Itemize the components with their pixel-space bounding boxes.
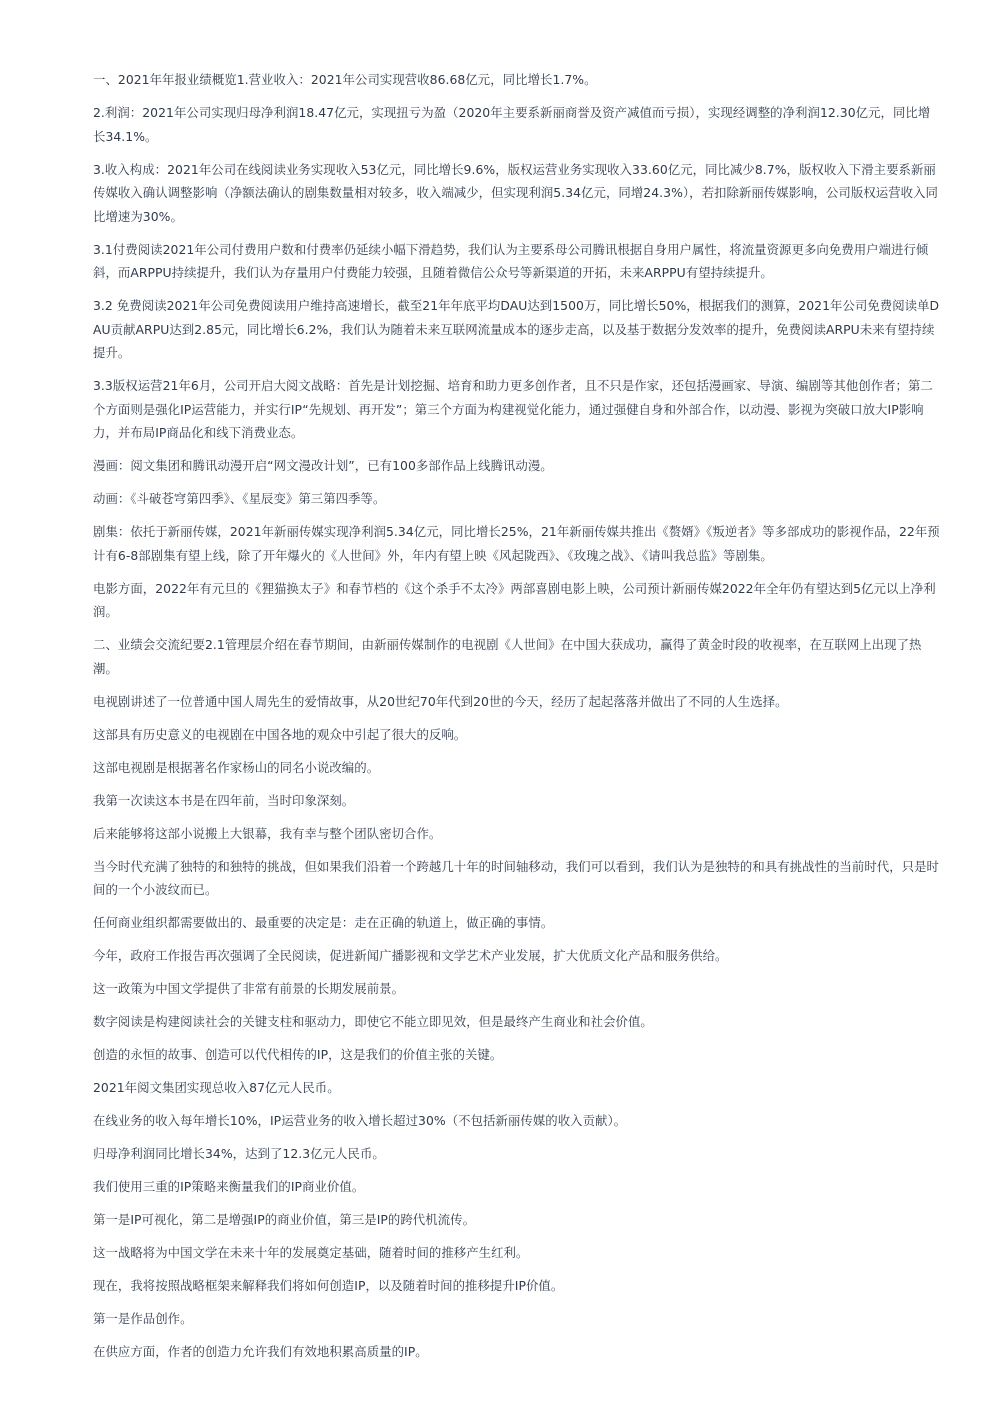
paragraph-digital-reading: 数字阅读是构建阅读社会的关键支柱和驱动力，即使它不能立即见效，但是最终产生商业和社会价值。	[93, 1014, 653, 1029]
paragraph-audience-response: 这部具有历史意义的电视剧在中国各地的观众中引起了很大的反响。	[93, 726, 467, 742]
paragraph-era-challenges: 当今时代充满了独特的和独特的挑战，但如果我们沿着一个跨越几十年的时间轴移动，我们可以看到，我们认为是独特的和具有挑战性的当前时代，只是时间的一个小波纹而已。	[93, 858, 939, 897]
paragraph-novel-adaptation: 这部电视剧是根据著名作家杨山的同名小说改编的。	[93, 759, 380, 775]
paragraph-ip-strategy: 我们使用三重的IP策略来衡量我们的IP商业价值。	[93, 1179, 365, 1194]
paragraph-free-reading: 3.2 免费阅读2021年公司免费阅读用户维持高速增长，截至21年年底平均DAU达到1500万，同比增长50%，根据我们的测算，2021年公司免费阅读单DAU贡献ARPU达到2.85元，同比增长6.2%，我们认为随着未来互联网流量成本的逐步走高，以及基于数据分发效率的提升，免费阅读ARPU未来有望持续提升。	[93, 298, 940, 360]
paragraph-net-profit: 归母净利润同比增长34%，达到了12.3亿元人民币。	[93, 1146, 385, 1161]
paragraph-framework: 现在，我将按照战略框架来解释我们将如何创造IP，以及随着时间的推移提升IP价值。	[93, 1278, 564, 1293]
paragraph-drama: 剧集：依托于新丽传媒，2021年新丽传媒实现净利润5.34亿元，同比增长25%，21年新丽传媒共推出《赘婿》《叛逆者》等多部成功的影视作品，22年预计有6-8部剧集有望上线，除了开年爆火的《人世间》外，年内有望上映《风起陇西》、《玫瑰之战》、《请叫我总监》等剧集。	[93, 524, 940, 563]
paragraph-meeting-notes: 二、业绩会交流纪要2.1管理层介绍在春节期间，由新丽传媒制作的电视剧《人世间》在中国大获成功，赢得了黄金时段的收视率，在互联网上出现了热潮。	[93, 637, 922, 676]
paragraph-first-read: 我第一次读这本书是在四年前，当时印象深刻。	[93, 792, 355, 808]
paragraph-film: 电影方面，2022年有元旦的《狸猫换太子》和春节档的《这个杀手不太冷》两部喜剧电影上映，公司预计新丽传媒2022年全年仍有望达到5亿元以上净利润。	[93, 580, 936, 619]
paragraph-business-growth: 在线业务的收入每年增长10%，IP运营业务的收入增长超过30%（不包括新丽传媒的收入贡献）。	[93, 1113, 627, 1128]
paragraph-government-report: 今年，政府工作报告再次强调了全民阅读，促进新闻广播影视和文学艺术产业发展，扩大优质文化产品和服务供给。	[93, 948, 728, 963]
paragraph-total-revenue: 2021年阅文集团实现总收入87亿元人民币。	[93, 1080, 340, 1095]
paragraph-policy-outlook: 这一政策为中国文学提供了非常有前景的长期发展前景。	[93, 981, 405, 996]
paragraph-annual-revenue: 一、2021年年报业绩概览1.营业收入：2021年公司实现营收86.68亿元，同比增长1.7%。	[93, 72, 597, 87]
paragraph-revenue-structure: 3.收入构成：2021年公司在线阅读业务实现收入53亿元，同比增长9.6%，版权运营业务实现收入33.60亿元，同比减少8.7%，版权收入下滑主要系新丽传媒收入确认调整影响（净额法确认的剧集数量相对较多，收入端减少，但实现利润5.34亿元，同增24.3%），若扣除新丽传媒影响，公司版权运营收入同比增速为30%。	[93, 161, 938, 224]
paragraph-ip-operation: 3.3版权运营21年6月，公司开启大阅文战略：首先是计划挖掘、培育和助力更多创作者，且不只是作家，还包括漫画家、导演、编剧等其他创作者；第二个方面则是强化IP运营能力，并实行IP“先规划、再开发”；第三个方面为构建视觉化能力，通过强健自身和外部合作，以动漫、影视为突破口放大IP影响力，并布局IP商品化和线下消费业态。	[93, 378, 933, 440]
paragraph-paid-reading: 3.1付费阅读2021年公司付费用户数和付费率仍延续小幅下滑趋势，我们认为主要系母公司腾讯根据自身用户属性，将流量资源更多向免费用户端进行倾斜，而ARPPU持续提升，我们认为存量用户付费能力较强，且随着微信公众号等新渠道的开拓，未来ARPPU有望持续提升。	[93, 241, 929, 280]
paragraph-content-creation: 第一是作品创作。	[93, 1311, 193, 1326]
paragraph-strategy-foundation: 这一战略将为中国文学在未来十年的发展奠定基础，随着时间的推移产生红利。	[93, 1245, 529, 1260]
paragraph-supply-side: 在供应方面，作者的创造力允许我们有效地积累高质量的IP。	[93, 1344, 428, 1359]
paragraph-animation: 动画：《斗破苍穹第四季》、《星辰变》第三第四季等。	[93, 491, 386, 506]
paragraph-comics: 漫画：阅文集团和腾讯动漫开启“网文漫改计划”，已有100多部作品上线腾讯动漫。	[93, 458, 553, 473]
paragraph-value-proposition: 创造的永恒的故事、创造可以代代相传的IP，这是我们的价值主张的关键。	[93, 1047, 503, 1062]
paragraph-drama-story: 电视剧讲述了一位普通中国人周先生的爱情故事，从20世纪70年代到20世的今天，经历了起起落落并做出了不同的人生选择。	[93, 693, 788, 709]
paragraph-team-cooperation: 后来能够将这部小说搬上大银幕，我有幸与整个团队密切合作。	[93, 825, 442, 841]
paragraph-profit: 2.利润：2021年公司实现归母净利润18.47亿元，实现扭亏为盈（2020年主要系新丽商誉及资产减值而亏损），实现经调整的净利润12.30亿元，同比增长34.1%。	[93, 105, 931, 144]
paragraph-strategy-points: 第一是IP可视化，第二是增强IP的商业价值，第三是IP的跨代机流传。	[93, 1212, 476, 1227]
paragraph-key-decision: 任何商业组织都需要做出的、最重要的决定是：走在正确的轨道上，做正确的事情。	[93, 915, 554, 930]
